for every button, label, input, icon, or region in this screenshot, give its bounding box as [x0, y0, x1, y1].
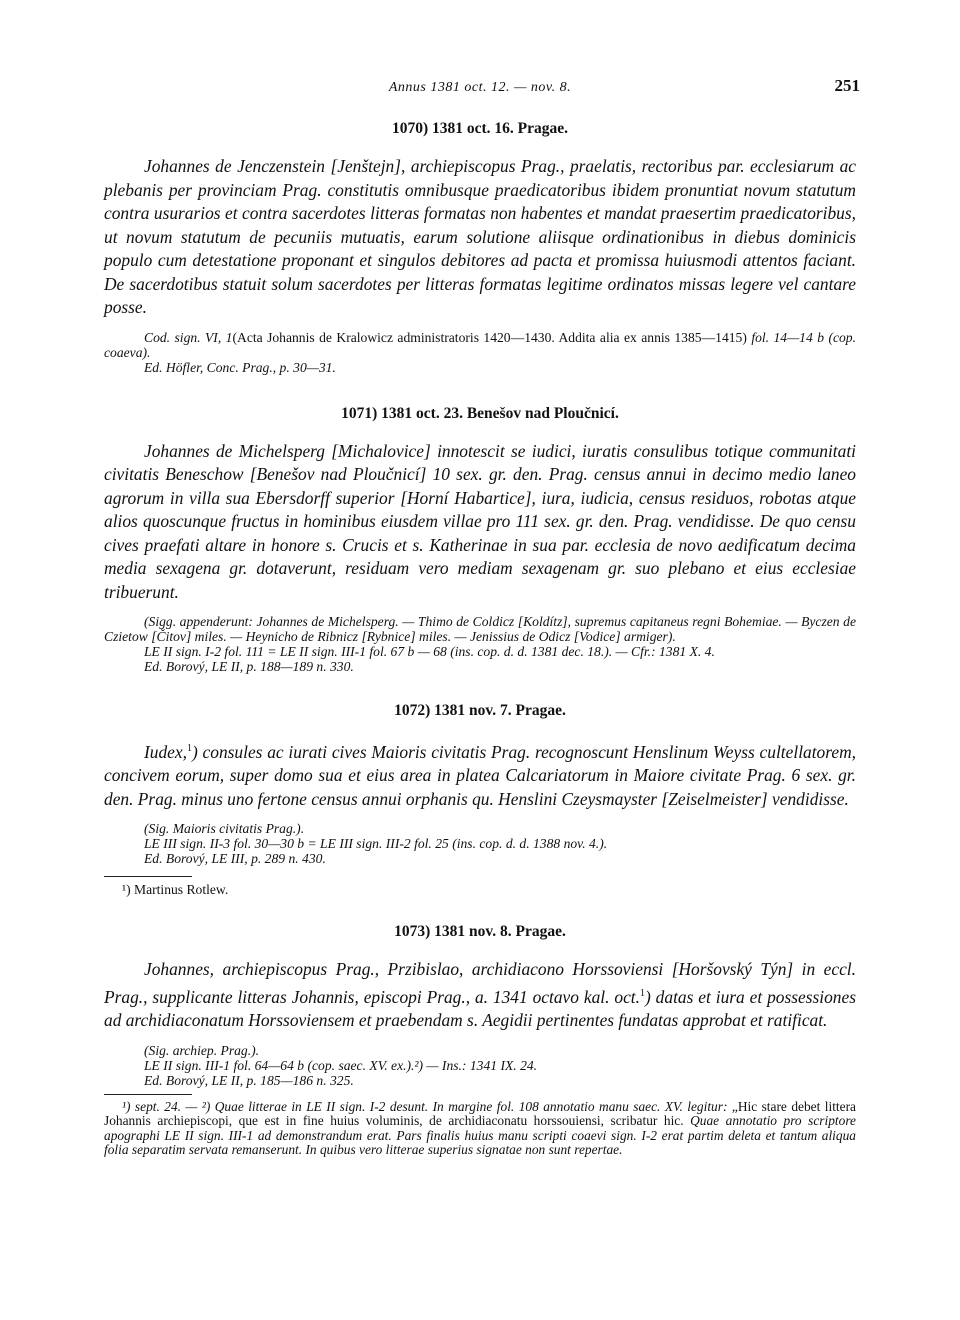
entry-notes — [104, 1043, 856, 1088]
entry-heading: 1071) 1381 oct. 23. Benešov nad Ploučnicí. — [341, 404, 619, 422]
footnote-mark: 1 — [639, 987, 645, 999]
entry-regest: Johannes de Jenczenstein [Jenštejn], archiepiscopus Prag., praelatis, rectoribus par. ecclesiarum ac plebanis per provinciam Prag. constitutis omnibusque praedicatoribus ibidem pronuntiat novum statutum contra usurarios et contra sacerdotes litteras formatas non habentes et mandat praesertim praedicatoribus, ut novum statutum de pecuniis mutuatis, earum solutione aliisque ordinationibus in diebus dominicis populo cum detestatione proponant et singulos debitores ad pacta et promissa huiusmodi attentos faciant. De sacerdotibus statuit solum sacerdotes per litteras formatas legitime ordinatos missas legere vel cantare posse. — [104, 156, 856, 317]
entry-1072 — [104, 702, 856, 897]
entry-1070 — [104, 120, 856, 375]
running-head-title: Annus 1381 oct. 12. — nov. 8. — [388, 80, 572, 95]
source-note: LE III sign. II-3 fol. 30—30 b = LE III sign. III-2 fol. 25 (ins. cop. d. d. 1388 nov. 4.). — [144, 836, 608, 852]
entry-notes — [104, 330, 856, 375]
entry-heading: 1073) 1381 nov. 8. Pragae. — [394, 923, 566, 941]
page-number: 251 — [834, 76, 860, 95]
entry-regest: Johannes, archiepiscopus Prag., Przibislao, archidiacono Horssoviensi [Horšovský Týn] in eccl. Prag., supplicante litteras Johannis, episcopi Prag., a. 1341 octavo kal. oct.$^1$) datas et iura et possessiones ad archidiaconatum Horssoviensem et praebendam s. Aegidii pertinentes fundatas approbat et ratificat. — [104, 959, 856, 1031]
seal-note: (Sigg. appenderunt: Johannes de Michelsperg. — Thimo de Coldicz [Koldítz], supremus capitaneus regni Bohemiae. — Byczen de Czietow [Čitov] miles. — Heynicho de Ribnicz [Rybnice] miles. — Jenissius de Odicz [Vodice] armiger). — [104, 614, 856, 644]
source-note: LE II sign. I-2 fol. 111 = LE II sign. III-1 fol. 67 b — 68 (ins. cop. d. d. 1381 dec. 18.). — Cfr.: 1381 X. 4. — [144, 644, 715, 659]
document-page — [104, 74, 860, 1158]
footnote-rule — [104, 876, 192, 877]
footnote-mark: 1 — [186, 743, 192, 754]
source-note: Cod. sign. VI, 1(Acta Johannis de Kralowicz administratoris 1420—1430. Addita alia ex annis 1385—1415) fol. 14—14 b (cop. coaeva). — [104, 329, 856, 360]
source-note: LE II sign. III-1 fol. 64—64 b (cop. saec. XV. ex.).²) — Ins.: 1341 IX. 24. — [144, 1057, 538, 1073]
edition-note: Ed. Borový, LE II, p. 188—189 n. 330. — [144, 659, 354, 674]
footnote-rule — [104, 1094, 192, 1095]
edition-note: Ed. Höfler, Conc. Prag., p. 30—31. — [144, 359, 336, 375]
edition-note: Ed. Borový, LE II, p. 185—186 n. 325. — [144, 1072, 354, 1088]
seal-note: (Sig. Maioris civitatis Prag.). — [144, 821, 305, 837]
entry-notes — [104, 614, 856, 674]
entry-regest: Iudex,$^1$) consules ac iurati cives Maioris civitatis Prag. recognoscunt Henslinum Weyss cultellatorem, concivem eorum, super domo sua et eius area in platea Calcariatorum in Maiore civitate Prag. 6 sex. gr. den. Prag. minus uno fertone census annui orphanis qu. Henslini Czeysmayster [Zeiselmeister] vendidisse. — [104, 741, 856, 809]
seal-note: (Sig. archiep. Prag.). — [144, 1042, 260, 1058]
entry-heading: 1070) 1381 oct. 16. Pragae. — [391, 120, 569, 137]
footnote: ¹) sept. 24. — ²) Quae litterae in LE II sign. I-2 desunt. In margine fol. 108 annotatio manu saec. XV. legitur: „Hic stare debet littera Johannis archiepiscopi, que est in fine huius voluminis, de archidiaconatu horssouiensi, scribatur hic. Quae annotatio pro scriptore apographi LE II sign. III-1 ad demonstrandum erat. Pars finalis huius manu scripti coaevi sign. I-2 erat partim deleta et tantum aliqua folia separatim servata remanserunt. In quibus vero litterae superius signatae non sunt repertae. — [104, 1098, 857, 1158]
entry-regest: Johannes de Michelsperg [Michalovice] innotescit se iudici, iuratis consulibus totique communitati civitatis Beneschow [Benešov nad Ploučnicí] 10 sex. gr. den. Prag. census annui in decimo medio laneo agrorum in villa sua Ebersdorff superior [Horní Habartice], iura, iudicia, census residuos, robotas atque alios quoscunque fructus in hominibus eiusdem villae pro 111 sex. gr. den. Prag. vendidisse. De quo censu cives praefati altare in honore s. Crucis et s. Katherinae in sua par. ecclesia de novo aedificatum decima media sexagena gr. dotaverunt, residuam vero mediam sexagenam gr. suo plebano et eius ecclesiae tribuerunt. — [104, 440, 856, 602]
running-header — [104, 74, 860, 104]
entry-1071 — [104, 405, 856, 675]
footnote: ¹) Martinus Rotlew. — [122, 882, 229, 898]
entry-1073 — [104, 923, 856, 1158]
entry-notes — [104, 821, 856, 866]
entry-heading: 1072) 1381 nov. 7. Pragae. — [394, 702, 566, 719]
edition-note: Ed. Borový, LE III, p. 289 n. 430. — [144, 851, 326, 867]
